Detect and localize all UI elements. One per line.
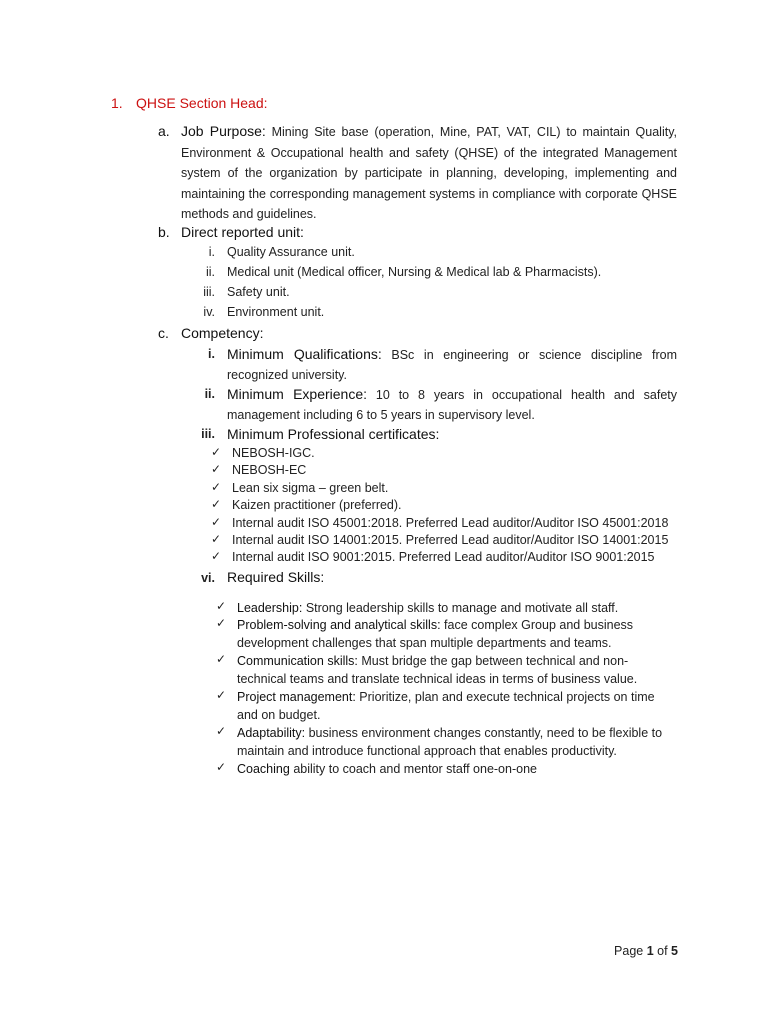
check-icon: ✓	[211, 532, 222, 546]
skill-text: Strong leadership skills to manage and motivate all staff.	[305, 601, 619, 615]
check-icon: ✓	[216, 652, 227, 666]
footer-total-pages: 5	[671, 944, 678, 958]
certificate-item: Internal audit ISO 45001:2018. Preferred Lead auditor/Auditor ISO 45001:2018	[232, 516, 669, 530]
direct-units-label: Direct reported unit:	[181, 224, 304, 240]
skill-label: Problem-solving and analytical skills:	[237, 618, 441, 632]
skill-label: Coaching	[237, 762, 290, 776]
unit-item: Safety unit.	[227, 285, 290, 299]
certificate-item: Internal audit ISO 9001:2015. Preferred Lead auditor/Auditor ISO 9001:2015	[232, 550, 655, 564]
direct-units-letter: b.	[158, 224, 170, 240]
job-purpose-label: Job Purpose:	[181, 123, 266, 139]
min-experience-label: Minimum Experience:	[227, 386, 368, 402]
skill-item	[237, 600, 677, 618]
certificate-item: NEBOSH-IGC.	[232, 446, 315, 460]
min-qualification-label: Minimum Qualifications:	[227, 346, 382, 362]
unit-number: ii.	[205, 265, 215, 279]
footer-of: of	[653, 944, 672, 958]
check-icon: ✓	[211, 515, 222, 529]
skill-text: Must bridge the gap between technical and non-technical teams and translate technical ideas in terms of business value.	[237, 654, 638, 686]
min-experience-text: 10 to 8 years in occupational health and safety management including 6 to 5 years in supervisory level.	[227, 388, 677, 422]
unit-number: i.	[208, 245, 215, 259]
footer-prefix: Page	[614, 944, 647, 958]
unit-number: iv.	[203, 305, 215, 319]
unit-item: Quality Assurance unit.	[227, 245, 355, 259]
skill-text: business environment changes constantly, need to be flexible to maintain and introduce functional approach that enables productivity.	[237, 726, 663, 758]
skill-item	[237, 689, 677, 724]
skill-label: Adaptability:	[237, 726, 306, 740]
page-footer	[614, 944, 678, 958]
skills-label: Required Skills:	[227, 569, 325, 585]
check-icon: ✓	[211, 462, 222, 476]
competency-label: Competency:	[181, 325, 264, 341]
check-icon: ✓	[216, 616, 227, 630]
check-icon: ✓	[211, 480, 222, 494]
skill-label: Project management:	[237, 690, 356, 704]
experience-number: ii.	[204, 387, 215, 401]
section-number: 1.	[111, 95, 123, 111]
section-title: QHSE Section Head:	[136, 95, 268, 111]
min-qualification-paragraph	[227, 345, 677, 385]
check-icon: ✓	[216, 599, 227, 613]
skills-number: vi.	[201, 571, 215, 585]
min-experience-paragraph	[227, 385, 677, 425]
job-purpose-text: Mining Site base (operation, Mine, PAT, VAT, CIL) to maintain Quality, Environment & Occupational health and safety (QHSE) of the integrated Management system of the organization by participate in planning, developing, implementing and maintaining the corresponding management systems in compliance with corporate QHSE methods and guidelines.	[181, 125, 677, 221]
skill-item	[237, 725, 677, 760]
job-purpose-paragraph	[181, 121, 677, 225]
skill-item	[237, 653, 677, 688]
skill-label: Leadership:	[237, 601, 303, 615]
check-icon: ✓	[211, 549, 222, 563]
certificate-item: Kaizen practitioner (preferred).	[232, 498, 402, 512]
check-icon: ✓	[211, 497, 222, 511]
unit-item: Environment unit.	[227, 305, 325, 319]
skill-text: face complex Group and business development challenges that span multiple departments and teams.	[237, 618, 634, 650]
job-purpose-letter: a.	[158, 123, 170, 139]
competency-letter: c.	[158, 325, 169, 341]
min-qualification-text: BSc in engineering or science discipline from recognized university.	[227, 348, 677, 382]
unit-item: Medical unit (Medical officer, Nursing & Medical lab & Pharmacists).	[227, 265, 602, 279]
certificates-number: iii.	[201, 427, 215, 441]
check-icon: ✓	[216, 688, 227, 702]
skill-item	[237, 617, 677, 652]
check-icon: ✓	[216, 724, 227, 738]
certificate-item: NEBOSH-EC	[232, 463, 307, 477]
footer-current-page: 1	[646, 944, 654, 958]
skill-label: Communication skills:	[237, 654, 358, 668]
qualification-number: i.	[208, 347, 215, 361]
unit-number: iii.	[203, 285, 215, 299]
certificate-item: Internal audit ISO 14001:2015. Preferred Lead auditor/Auditor ISO 14001:2015	[232, 533, 669, 547]
certificate-item: Lean six sigma – green belt.	[232, 481, 389, 495]
check-icon: ✓	[211, 445, 222, 459]
certificates-label: Minimum Professional certificates:	[227, 426, 440, 442]
skill-text: Prioritize, plan and execute technical projects on time and on budget.	[237, 690, 655, 722]
skill-item	[237, 761, 677, 779]
check-icon: ✓	[216, 760, 227, 774]
skill-text: ability to coach and mentor staff one-on-one	[293, 762, 537, 776]
